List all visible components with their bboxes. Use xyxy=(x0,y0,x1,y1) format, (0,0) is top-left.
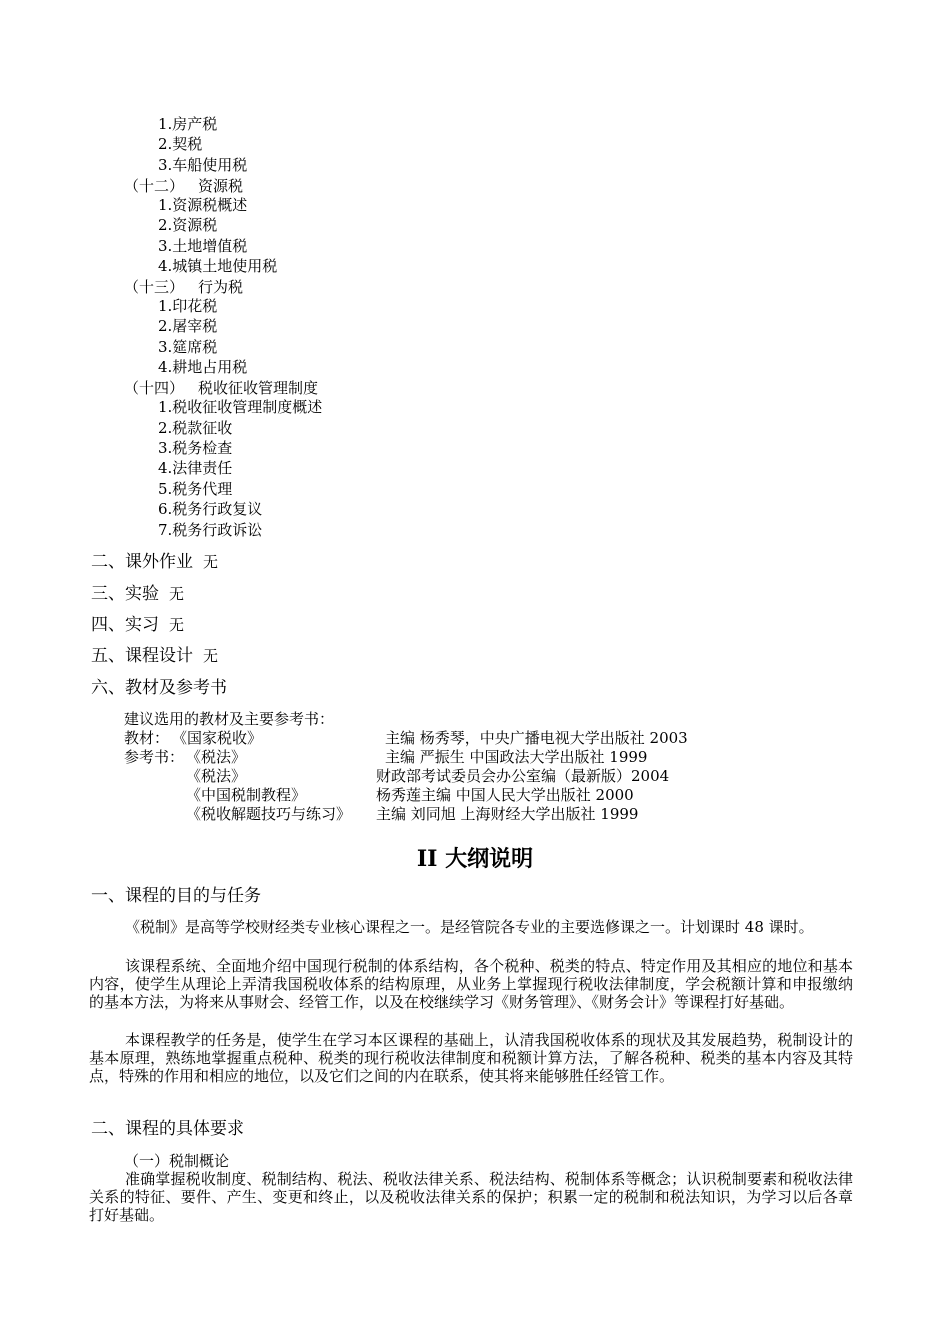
chapter-heading-14 xyxy=(124,378,318,398)
outline-item: 4.城镇土地使用税 xyxy=(158,257,278,275)
book-title: 《中国税制教程》 xyxy=(186,786,307,804)
book-prefix: 参考书： xyxy=(124,748,185,766)
book-title: 《税法》 xyxy=(186,767,247,785)
outline-item: 2.资源税 xyxy=(158,216,218,234)
chapter-number: （十二） xyxy=(124,177,185,195)
outline-item: 3.车船使用税 xyxy=(158,156,248,174)
outline-item: 4.法律责任 xyxy=(158,459,233,477)
outline-item: 2.屠宰税 xyxy=(158,317,218,335)
section-internship xyxy=(91,614,184,636)
book-title: 《税收解题技巧与练习》 xyxy=(186,805,352,823)
section-heading: 一、课程的目的与任务 xyxy=(91,886,261,906)
book-info: 财政部考试委员会办公室编（最新版）2004 xyxy=(376,767,670,785)
outline-item: 1.印花税 xyxy=(158,297,218,315)
section-value: 无 xyxy=(203,647,219,665)
outline-item: 1.资源税概述 xyxy=(158,196,248,214)
outline-item: 7.税务行政诉讼 xyxy=(158,521,263,539)
paragraph: 《税制》是高等学校财经类专业核心课程之一。是经管院各专业的主要选修课之一。计划课时 48 课时。 xyxy=(125,918,814,936)
books-intro: 建议选用的教材及主要参考书： xyxy=(124,710,335,728)
section-value: 无 xyxy=(169,585,185,603)
chapter-title: 税收征收管理制度 xyxy=(198,379,319,397)
chapter-title: 行为税 xyxy=(198,278,244,296)
outline-item: 2.契税 xyxy=(158,135,203,153)
section-label: 四、实习 xyxy=(91,615,159,635)
outline-item: 5.税务代理 xyxy=(158,480,233,498)
book-title: 《税法》 xyxy=(186,748,247,766)
book-info: 主编 杨秀琴，中央广播电视大学出版社 2003 xyxy=(385,729,688,747)
section-experiment xyxy=(91,583,184,605)
outline-item: 3.税务检查 xyxy=(158,439,233,457)
section-label: 五、课程设计 xyxy=(91,646,193,666)
section-course-design xyxy=(91,645,218,667)
outline-item: 4.耕地占用税 xyxy=(158,358,248,376)
chapter-heading-12 xyxy=(124,176,243,196)
chapter-number: （十三） xyxy=(124,278,185,296)
paragraph: 准确掌握税收制度、税制结构、税法、税收法律关系、税法结构、税制体系等概念；认识税制要素和税收法律关系的特征、要件、产生、变更和终止，以及税收法律关系的保护；积累一定的税制和税法知识，为学习以后各章打好基础。 xyxy=(89,1170,853,1224)
chapter-title: 资源税 xyxy=(198,177,244,195)
book-info: 主编 刘同旭 上海财经大学出版社 1999 xyxy=(376,805,639,823)
outline-item: 1.税收征收管理制度概述 xyxy=(158,398,323,416)
section-label: 六、教材及参考书 xyxy=(91,678,227,698)
outline-item: 1.房产税 xyxy=(158,115,218,133)
section-label: 二、课外作业 xyxy=(91,552,193,572)
subsection-heading: （一）税制概论 xyxy=(124,1152,230,1170)
chapter-number: （十四） xyxy=(124,379,185,397)
outline-item: 3.筵席税 xyxy=(158,338,218,356)
section-value: 无 xyxy=(203,553,219,571)
outline-item: 6.税务行政复议 xyxy=(158,500,263,518)
book-info: 主编 严振生 中国政法大学出版社 1999 xyxy=(385,748,648,766)
section-value: 无 xyxy=(169,616,185,634)
outline-item: 3.土地增值税 xyxy=(158,237,248,255)
section-label: 三、实验 xyxy=(91,584,159,604)
section-homework xyxy=(91,551,218,573)
paragraph: 该课程系统、全面地介绍中国现行税制的体系结构，各个税种、税类的特点、特定作用及其相应的地位和基本内容，使学生从理论上弄清我国税收体系的结构原理，从业务上掌握现行税收法律制度，学会税额计算和申报缴纳的基本方法，为将来从事财会、经管工作，以及在校继续学习《财务管理》、《财务会计》等课程打好基础。 xyxy=(89,957,853,1011)
book-title: 《国家税收》 xyxy=(172,729,263,747)
outline-item: 2.税款征收 xyxy=(158,419,233,437)
chapter-heading-13 xyxy=(124,277,243,297)
part-title: II 大纲说明 xyxy=(416,846,534,872)
book-prefix: 教材： xyxy=(124,729,170,747)
section-textbooks xyxy=(91,677,227,699)
book-info: 杨秀莲主编 中国人民大学出版社 2000 xyxy=(376,786,634,804)
section-heading: 二、课程的具体要求 xyxy=(91,1119,244,1139)
paragraph: 本课程教学的任务是，使学生在学习本区课程的基础上，认清我国税收体系的现状及其发展趋势，税制设计的基本原理，熟练地掌握重点税种、税类的现行税收法律制度和税额计算方法，了解各税种、税类的基本内容及其特点，特殊的作用和相应的地位，以及它们之间的内在联系，使其将来能够胜任经管工作。 xyxy=(89,1031,853,1085)
